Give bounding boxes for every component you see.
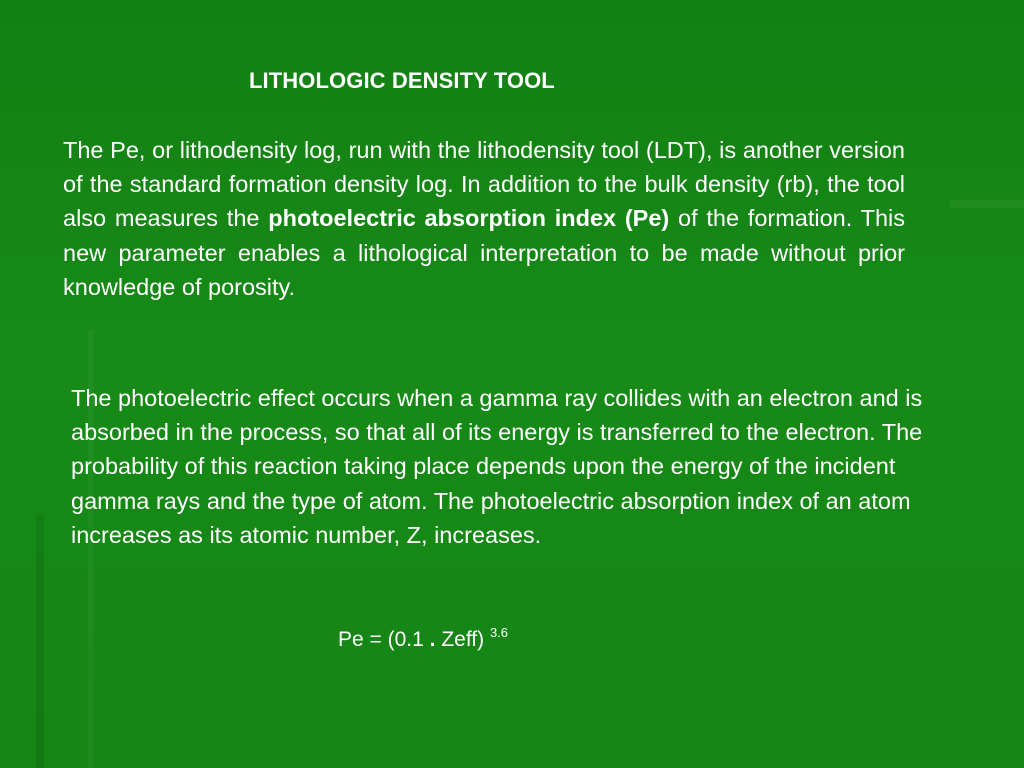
pe-formula <box>338 625 508 652</box>
paragraph-lithodensity <box>63 133 905 304</box>
formula-left: Pe = (0.1 <box>338 628 430 651</box>
formula-exponent: 3.6 <box>489 625 509 640</box>
slide-title: LITHOLOGIC DENSITY TOOL <box>249 68 555 93</box>
formula-right: Zeff) <box>435 628 490 651</box>
bold-term: photoelectric absorption index (Pe) <box>268 205 670 232</box>
paragraph-text: of the formation. This new parameter enables a lithological interpretation to be made without prior knowledge of porosity. <box>63 205 906 300</box>
decorative-band <box>950 200 1024 208</box>
paragraph-text: The Pe, or lithodensity log, run with the lithodensity tool (LDT), is another version of the standard formation density log. In addition to the bulk density (rb), the tool also measures the <box>63 137 905 232</box>
paragraph-photoelectric: The photoelectric effect occurs when a gamma ray collides with an electron and is absorbed in the process, so that all of its energy is transferred to the electron. The probability of this reaction taking place depends upon the energy of the incident gamma rays and the type of atom. The photoelectric absorption index of an atom increases as its atomic number, Z, increases. <box>71 385 923 548</box>
decorative-band <box>36 515 44 768</box>
formula-dot: . <box>429 628 436 651</box>
